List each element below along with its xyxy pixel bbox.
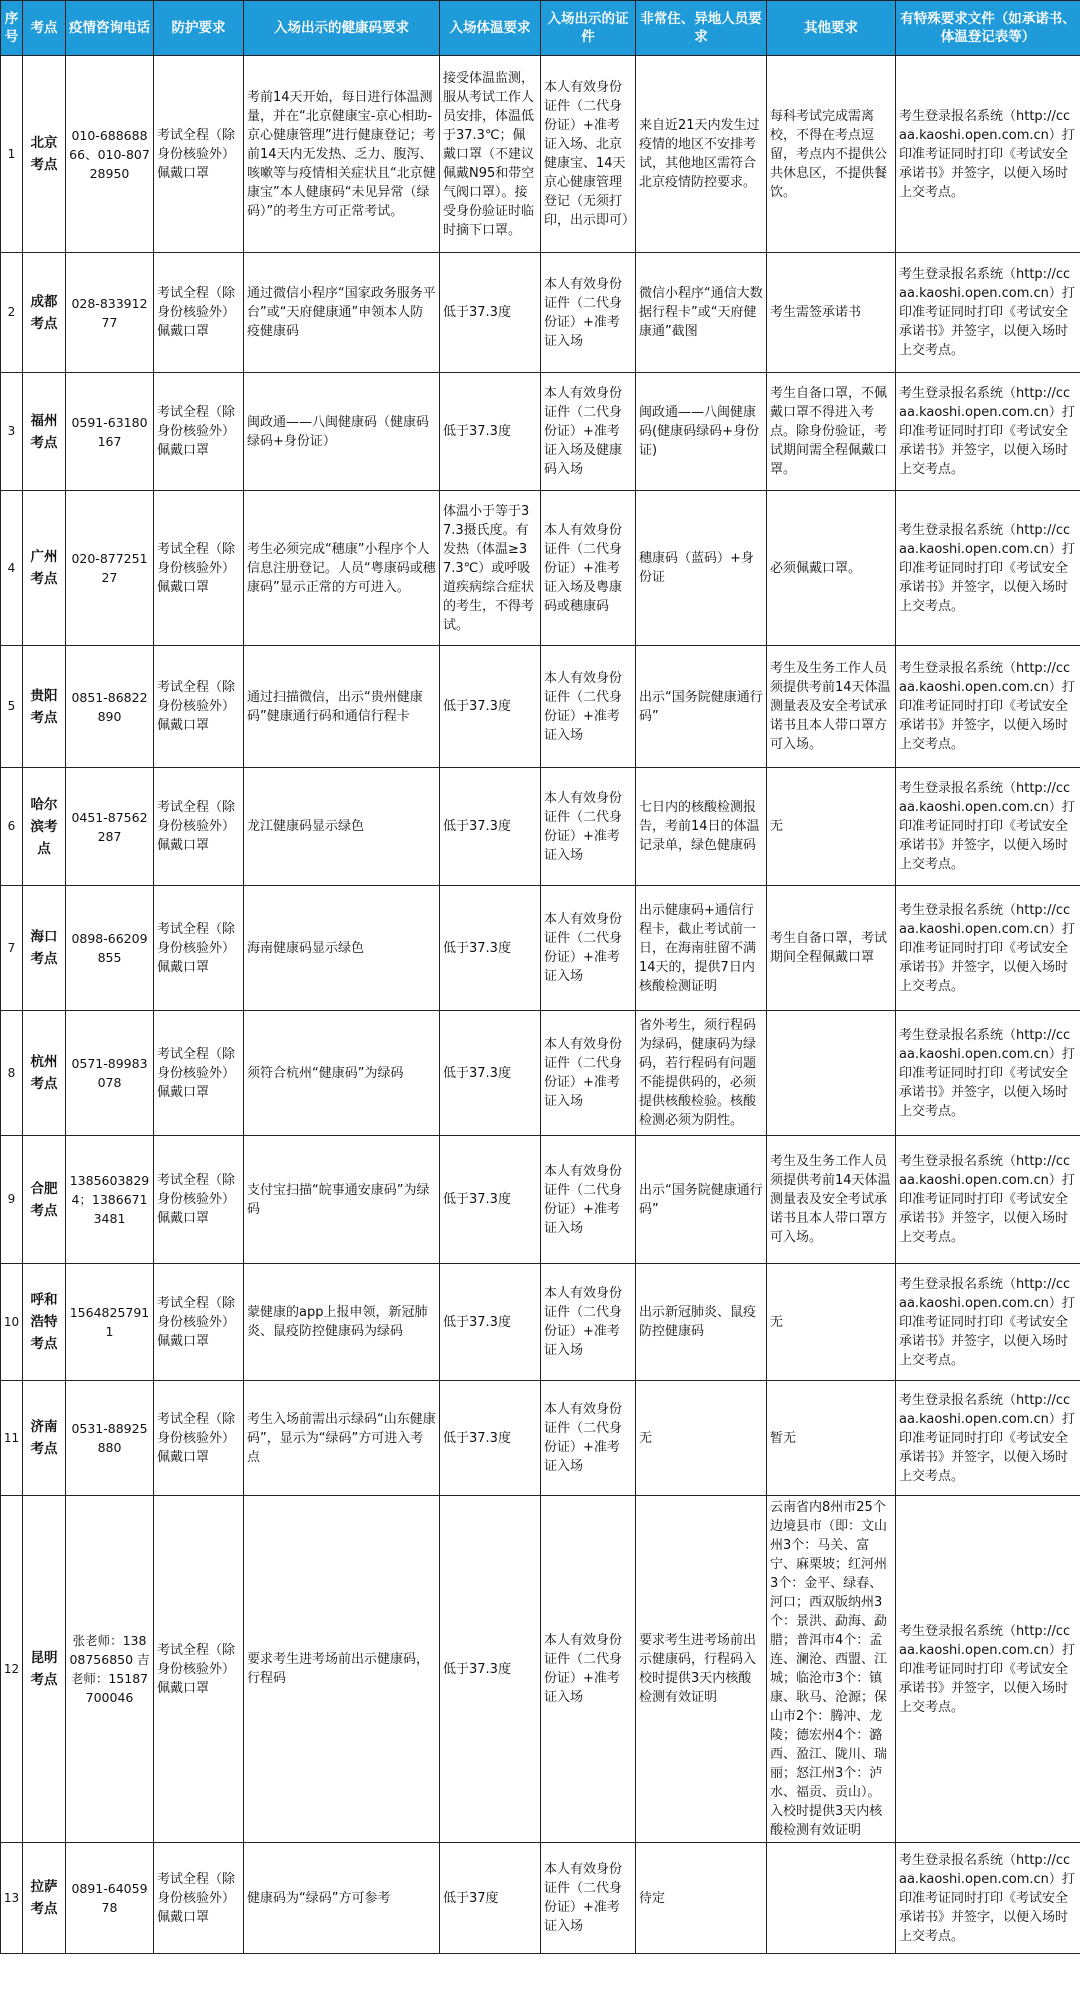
cell-remote: 无 (636, 1381, 767, 1496)
cell-temp: 低于37.3度 (440, 1496, 541, 1843)
cell-site: 昆明考点 (23, 1496, 66, 1843)
cell-tel: 15648257911 (66, 1264, 154, 1381)
cell-tel: 0591-63180167 (66, 373, 154, 491)
cell-health: 考生必须完成“穗康”小程序个人信息注册登记。人员“粤康码或穗康码”显示正常的方可进入。 (244, 491, 440, 646)
table-row (1, 1011, 1080, 1136)
cell-remote: 穗康码（蓝码）+身份证 (636, 491, 767, 646)
cell-file: 考生登录报名系统（http://ccaa.kaoshi.open.com.cn）打印准考证同时打印《考试安全承诺书》并签字，以便入场时上交考点。 (896, 1496, 1080, 1843)
cell-temp: 低于37.3度 (440, 1136, 541, 1264)
cell-no: 9 (1, 1136, 23, 1264)
cell-health: 海南健康码显示绿色 (244, 886, 440, 1011)
cell-site: 杭州考点 (23, 1011, 66, 1136)
table-row (1, 646, 1080, 768)
cell-file: 考生登录报名系统（http://ccaa.kaoshi.open.com.cn）打印准考证同时打印《考试安全承诺书》并签字，以便入场时上交考点。 (896, 253, 1080, 373)
cell-health: 闽政通——八闽健康码（健康码绿码+身份证） (244, 373, 440, 491)
cell-temp: 低于37.3度 (440, 646, 541, 768)
cell-no: 12 (1, 1496, 23, 1843)
cell-other: 云南省内8州市25个边境县市（即：文山州3个：马关、富宁、麻栗坡；红河州3个：金平、绿春、河口；西双版纳州3个：景洪、勐海、勐腊；普洱市4个：孟连、澜沧、西盟、江城；临沧市3个：镇康、耿马、沧源；保山市2个：腾冲、龙陵；德宏州4个：潞西、盈江、陇川、瑞丽；怒江州3个：泸水、福贡、贡山）。入校时提供3天内核酸检测有效证明 (767, 1496, 896, 1843)
cell-tel: 0898-66209855 (66, 886, 154, 1011)
cell-other (767, 1843, 896, 1954)
cell-other: 每科考试完成需离校，不得在考点逗留，考点内不提供公共休息区，不提供餐饮。 (767, 56, 896, 253)
cell-other: 考生自备口罩，考试期间全程佩戴口罩 (767, 886, 896, 1011)
cell-no: 13 (1, 1843, 23, 1954)
cell-protect: 考试全程（除身份核验外）佩戴口罩 (154, 1496, 244, 1843)
cell-health: 龙江健康码显示绿色 (244, 768, 440, 886)
header-tel: 疫情咨询电话 (66, 1, 154, 56)
cell-remote: 待定 (636, 1843, 767, 1954)
table-row (1, 1136, 1080, 1264)
cell-temp: 低于37.3度 (440, 373, 541, 491)
cell-protect: 考试全程（除身份核验外）佩戴口罩 (154, 1136, 244, 1264)
table-row (1, 1264, 1080, 1381)
cell-protect: 考试全程（除身份核验外）佩戴口罩 (154, 768, 244, 886)
cell-health: 蒙健康的app上报申领，新冠肺炎、鼠疫防控健康码为绿码 (244, 1264, 440, 1381)
header-health: 入场出示的健康码要求 (244, 1, 440, 56)
cell-file: 考生登录报名系统（http://ccaa.kaoshi.open.com.cn）打印准考证同时打印《考试安全承诺书》并签字，以便入场时上交考点。 (896, 768, 1080, 886)
cell-remote: 要求考生进考场前出示健康码，行程码入校时提供3天内核酸检测有效证明 (636, 1496, 767, 1843)
cell-site: 济南考点 (23, 1381, 66, 1496)
cell-temp: 低于37.3度 (440, 1264, 541, 1381)
cell-cert: 本人有效身份证件（二代身份证）+准考证入场 (541, 886, 636, 1011)
cell-no: 8 (1, 1011, 23, 1136)
cell-health: 考前14天开始，每日进行体温测量，并在“北京健康宝-京心相助-京心健康管理”进行健康登记；考前14天内无发热、乏力、腹泻、咳嗽等与疫情相关症状且“北京健康宝”本人健康码“未见异常（绿码）”的考生方可正常考试。 (244, 56, 440, 253)
cell-protect: 考试全程（除身份核验外）佩戴口罩 (154, 1843, 244, 1954)
cell-health: 要求考生进考场前出示健康码，行程码 (244, 1496, 440, 1843)
cell-file: 考生登录报名系统（http://ccaa.kaoshi.open.com.cn）打印准考证同时打印《考试安全承诺书》并签字，以便入场时上交考点。 (896, 373, 1080, 491)
cell-tel: 020-87725127 (66, 491, 154, 646)
cell-remote: 省外考生，须行程码为绿码，健康码为绿码，若行程码有问题不能提供码的，必须提供核酸检验。核酸检测必须为阴性。 (636, 1011, 767, 1136)
cell-other: 考生自备口罩，不佩戴口罩不得进入考点。除身份验证，考试期间需全程佩戴口罩。 (767, 373, 896, 491)
cell-cert: 本人有效身份证件（二代身份证）+准考证入场及健康码入场 (541, 373, 636, 491)
cell-no: 3 (1, 373, 23, 491)
header-temp: 入场体温要求 (440, 1, 541, 56)
cell-other: 无 (767, 1264, 896, 1381)
header-remote: 非常住、异地人员要求 (636, 1, 767, 56)
cell-health: 考生入场前需出示绿码“山东健康码”，显示为“绿码”方可进入考点 (244, 1381, 440, 1496)
cell-cert: 本人有效身份证件（二代身份证）+准考证入场 (541, 1496, 636, 1843)
cell-protect: 考试全程（除身份核验外）佩戴口罩 (154, 1381, 244, 1496)
table-row (1, 886, 1080, 1011)
cell-tel: 0531-88925880 (66, 1381, 154, 1496)
cell-remote: 微信小程序“通信大数据行程卡”或“天府健康通”截图 (636, 253, 767, 373)
cell-no: 2 (1, 253, 23, 373)
cell-site: 拉萨考点 (23, 1843, 66, 1954)
cell-protect: 考试全程（除身份核验外）佩戴口罩 (154, 886, 244, 1011)
cell-file: 考生登录报名系统（http://ccaa.kaoshi.open.com.cn）打印准考证同时打印《考试安全承诺书》并签字，以便入场时上交考点。 (896, 1264, 1080, 1381)
cell-site: 呼和浩特考点 (23, 1264, 66, 1381)
cell-tel: 010-68868866、010-80728950 (66, 56, 154, 253)
cell-cert: 本人有效身份证件（二代身份证）+准考证入场 (541, 768, 636, 886)
cell-tel: 0851-86822890 (66, 646, 154, 768)
cell-cert: 本人有效身份证件（二代身份证）+准考证入场 (541, 1264, 636, 1381)
cell-temp: 接受体温监测，服从考试工作人员安排，体温低于37.3℃；佩戴口罩（不建议佩戴N95和带空气阀口罩）。接受身份验证时临时摘下口罩。 (440, 56, 541, 253)
cell-file: 考生登录报名系统（http://ccaa.kaoshi.open.com.cn）打印准考证同时打印《考试安全承诺书》并签字，以便入场时上交考点。 (896, 1011, 1080, 1136)
cell-file: 考生登录报名系统（http://ccaa.kaoshi.open.com.cn）打印准考证同时打印《考试安全承诺书》并签字，以便入场时上交考点。 (896, 56, 1080, 253)
cell-no: 6 (1, 768, 23, 886)
cell-other: 必须佩戴口罩。 (767, 491, 896, 646)
header-protect: 防护要求 (154, 1, 244, 56)
cell-other: 无 (767, 768, 896, 886)
cell-no: 1 (1, 56, 23, 253)
cell-health: 支付宝扫描“皖事通安康码”为绿码 (244, 1136, 440, 1264)
cell-site: 合肥考点 (23, 1136, 66, 1264)
cell-temp: 低于37.3度 (440, 886, 541, 1011)
cell-cert: 本人有效身份证件（二代身份证）+准考证入场、北京健康宝、14天京心健康管理登记（无须打印，出示即可） (541, 56, 636, 253)
cell-cert: 本人有效身份证件（二代身份证）+准考证入场 (541, 253, 636, 373)
cell-temp: 低于37度 (440, 1843, 541, 1954)
cell-cert: 本人有效身份证件（二代身份证）+准考证入场 (541, 1381, 636, 1496)
cell-no: 5 (1, 646, 23, 768)
cell-temp: 低于37.3度 (440, 1381, 541, 1496)
table-row (1, 1843, 1080, 1954)
cell-protect: 考试全程（除身份核验外）佩戴口罩 (154, 1264, 244, 1381)
cell-protect: 考试全程（除身份核验外）佩戴口罩 (154, 373, 244, 491)
cell-site: 成都考点 (23, 253, 66, 373)
cell-remote: 出示新冠肺炎、鼠疫防控健康码 (636, 1264, 767, 1381)
cell-health: 通过扫描微信，出示“贵州健康码”健康通行码和通信行程卡 (244, 646, 440, 768)
cell-no: 7 (1, 886, 23, 1011)
cell-remote: 来自近21天内发生过疫情的地区不安排考试，其他地区需符合北京疫情防控要求。 (636, 56, 767, 253)
cell-protect: 考试全程（除身份核验外）佩戴口罩 (154, 646, 244, 768)
cell-file: 考生登录报名系统（http://ccaa.kaoshi.open.com.cn）打印准考证同时打印《考试安全承诺书》并签字，以便入场时上交考点。 (896, 886, 1080, 1011)
cell-cert: 本人有效身份证件（二代身份证）+准考证入场 (541, 646, 636, 768)
cell-site: 海口考点 (23, 886, 66, 1011)
cell-no: 4 (1, 491, 23, 646)
table-row (1, 1496, 1080, 1843)
cell-temp: 低于37.3度 (440, 253, 541, 373)
cell-file: 考生登录报名系统（http://ccaa.kaoshi.open.com.cn）打印准考证同时打印《考试安全承诺书》并签字，以便入场时上交考点。 (896, 1136, 1080, 1264)
cell-site: 贵阳考点 (23, 646, 66, 768)
table-body (1, 56, 1080, 1954)
cell-remote: 闽政通——八闽健康码(健康码绿码+身份证) (636, 373, 767, 491)
cell-health: 健康码为“绿码”方可参考 (244, 1843, 440, 1954)
header-site: 考点 (23, 1, 66, 56)
header-row (1, 1, 1080, 56)
cell-cert: 本人有效身份证件（二代身份证）+准考证入场 (541, 1843, 636, 1954)
cell-file: 考生登录报名系统（http://ccaa.kaoshi.open.com.cn）打印准考证同时打印《考试安全承诺书》并签字，以便入场时上交考点。 (896, 491, 1080, 646)
cell-temp: 低于37.3度 (440, 1011, 541, 1136)
header-no: 序号 (1, 1, 23, 56)
table-row (1, 1381, 1080, 1496)
cell-tel: 0571-89983078 (66, 1011, 154, 1136)
cell-file: 考生登录报名系统（http://ccaa.kaoshi.open.com.cn）打印准考证同时打印《考试安全承诺书》并签字，以便入场时上交考点。 (896, 1381, 1080, 1496)
header-cert: 入场出示的证件 (541, 1, 636, 56)
table-row (1, 768, 1080, 886)
cell-protect: 考试全程（除身份核验外）佩戴口罩 (154, 491, 244, 646)
table-row (1, 373, 1080, 491)
cell-cert: 本人有效身份证件（二代身份证）+准考证入场及粤康码或穗康码 (541, 491, 636, 646)
cell-cert: 本人有效身份证件（二代身份证）+准考证入场 (541, 1136, 636, 1264)
cell-tel: 13856038294；13866713481 (66, 1136, 154, 1264)
cell-tel: 张老师：13808756850 吉老师：15187700046 (66, 1496, 154, 1843)
cell-protect: 考试全程（除身份核验外）佩戴口罩 (154, 56, 244, 253)
cell-remote: 出示“国务院健康通行码” (636, 1136, 767, 1264)
cell-other: 暂无 (767, 1381, 896, 1496)
cell-temp: 低于37.3度 (440, 768, 541, 886)
table-row (1, 56, 1080, 253)
cell-remote: 出示健康码+通信行程卡，截止考试前一日，在海南驻留不满14天的，提供7日内核酸检测证明 (636, 886, 767, 1011)
cell-health: 通过微信小程序“国家政务服务平台”或“天府健康通”申领本人防疫健康码 (244, 253, 440, 373)
header-file: 有特殊要求文件（如承诺书、体温登记表等） (896, 1, 1080, 56)
cell-protect: 考试全程（除身份核验外）佩戴口罩 (154, 1011, 244, 1136)
cell-other: 考生及生务工作人员须提供考前14天体温测量表及安全考试承诺书且本人带口罩方可入场。 (767, 1136, 896, 1264)
cell-tel: 0891-6405978 (66, 1843, 154, 1954)
cell-tel: 0451-87562287 (66, 768, 154, 886)
cell-health: 须符合杭州“健康码”为绿码 (244, 1011, 440, 1136)
cell-temp: 体温小于等于37.3摄氏度。有发热（体温≥37.3℃）或呼吸道疾病综合症状的考生，不得考试。 (440, 491, 541, 646)
cell-other: 考生需签承诺书 (767, 253, 896, 373)
cell-remote: 出示“国务院健康通行码” (636, 646, 767, 768)
cell-other: 考生及生务工作人员须提供考前14天体温测量表及安全考试承诺书且本人带口罩方可入场。 (767, 646, 896, 768)
cell-other (767, 1011, 896, 1136)
cell-cert: 本人有效身份证件（二代身份证）+准考证入场 (541, 1011, 636, 1136)
cell-file: 考生登录报名系统（http://ccaa.kaoshi.open.com.cn）打印准考证同时打印《考试安全承诺书》并签字，以便入场时上交考点。 (896, 1843, 1080, 1954)
cell-tel: 028-83391277 (66, 253, 154, 373)
cell-no: 11 (1, 1381, 23, 1496)
cell-site: 福州考点 (23, 373, 66, 491)
header-other: 其他要求 (767, 1, 896, 56)
table-row (1, 491, 1080, 646)
cell-file: 考生登录报名系统（http://ccaa.kaoshi.open.com.cn）打印准考证同时打印《考试安全承诺书》并签字，以便入场时上交考点。 (896, 646, 1080, 768)
cell-site: 北京考点 (23, 56, 66, 253)
cell-no: 10 (1, 1264, 23, 1381)
cell-protect: 考试全程（除身份核验外）佩戴口罩 (154, 253, 244, 373)
cell-remote: 七日内的核酸检测报告，考前14日的体温记录单，绿色健康码 (636, 768, 767, 886)
cell-site: 哈尔滨考点 (23, 768, 66, 886)
table-row (1, 253, 1080, 373)
cell-site: 广州考点 (23, 491, 66, 646)
